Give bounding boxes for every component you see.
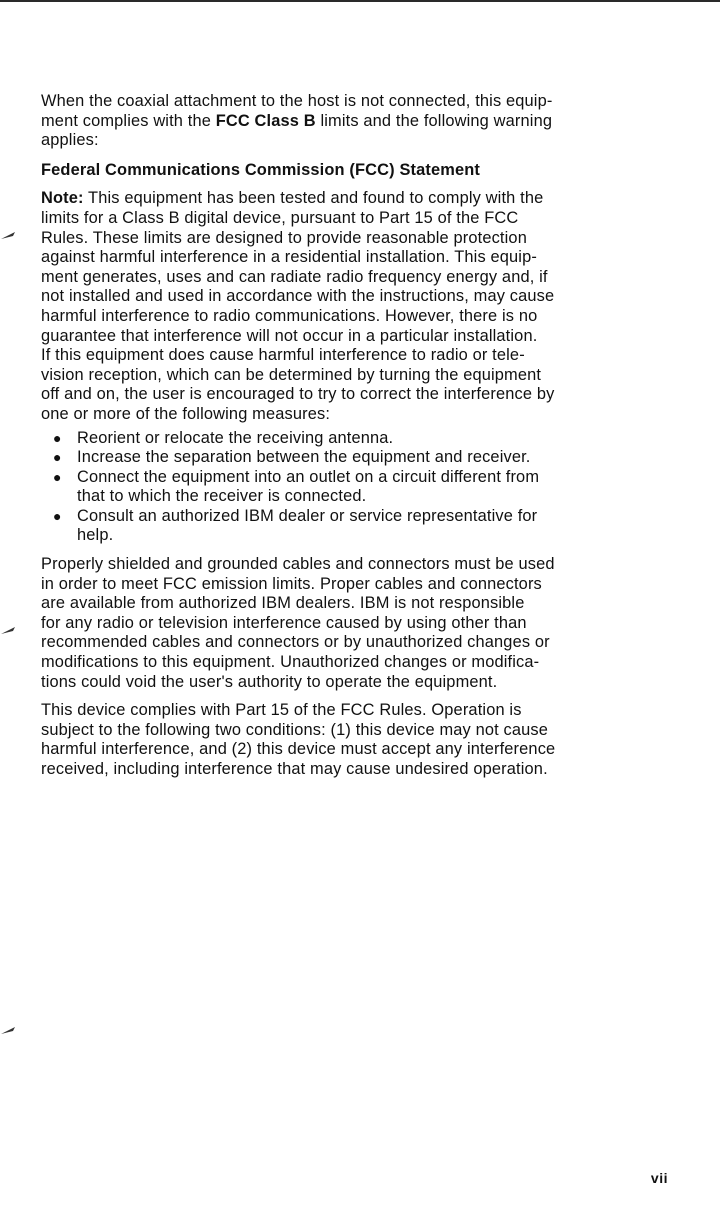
measures-list xyxy=(41,429,669,547)
page-body xyxy=(41,92,669,780)
intro-text-before: When the coaxial attachment to the host is not connected, this equip- ment complies with the xyxy=(41,92,553,130)
bullet-icon: ● xyxy=(53,507,62,524)
measure-text: Consult an authorized IBM dealer or service representative for help. xyxy=(77,506,538,545)
measure-text: Connect the equipment into an outlet on a circuit different from that to which the receiver is connected. xyxy=(77,467,540,506)
cables-paragraph: Properly shielded and grounded cables and connectors must be used in order to meet FCC emission limits. Proper cables and connectors are available from authorized IBM dealers. IBM is not responsible for any radio or television interference caused by using other than recommended cables and connectors or by unauthorized changes or modifications to this equipment. Unauthorized changes or modifica- tions could void the user's authority to operate the equipment. xyxy=(41,555,555,691)
intro-paragraph xyxy=(41,92,669,151)
margin-mark xyxy=(0,1025,16,1035)
margin-mark xyxy=(0,230,16,240)
bullet-icon: ● xyxy=(53,449,62,466)
list-item xyxy=(41,429,669,449)
bullet-icon: ● xyxy=(53,468,62,485)
note-label: Note: xyxy=(41,189,84,208)
measure-text: Increase the separation between the equipment and receiver. xyxy=(77,448,531,467)
note-paragraph xyxy=(41,189,669,424)
list-item xyxy=(41,507,669,546)
note-text: This equipment has been tested and found to comply with the limits for a Class B digital device, pursuant to Part 15 of the FCC Rules. These limits are designed to provide reasonable protection against harmful interference in a residential installation. This equip- ment generates, uses and can radiate radio frequency energy and, if not installed and used in accordance with the instructions, may cause harmful interference to radio communications. However, there is no guarantee that interference will not occur in a particular installation. If this equipment does cause harmful interference to radio or tele- vision reception, which can be determined by turning the equipment off and on, the user is encouraged to try to correct the interference by one or more of the following measures: xyxy=(41,189,555,423)
statement-heading: Federal Communications Commission (FCC) Statement xyxy=(41,160,481,179)
intro-emphasis: FCC Class B xyxy=(215,111,316,130)
bullet-icon: ● xyxy=(53,429,62,446)
part15-paragraph: This device complies with Part 15 of the FCC Rules. Operation is subject to the following two conditions: (1) this device may not cause harmful interference, and (2) this device must accept any interference received, including interference that may cause undesired operation. xyxy=(41,701,556,778)
top-rule xyxy=(0,0,720,2)
intro-text-after: limits and the following warning applies: xyxy=(41,111,553,150)
page-number: vii xyxy=(650,1170,668,1186)
list-item xyxy=(41,468,669,507)
list-item xyxy=(41,448,669,468)
margin-mark xyxy=(0,625,16,635)
measure-text: Reorient or relocate the receiving antenna. xyxy=(77,428,394,447)
